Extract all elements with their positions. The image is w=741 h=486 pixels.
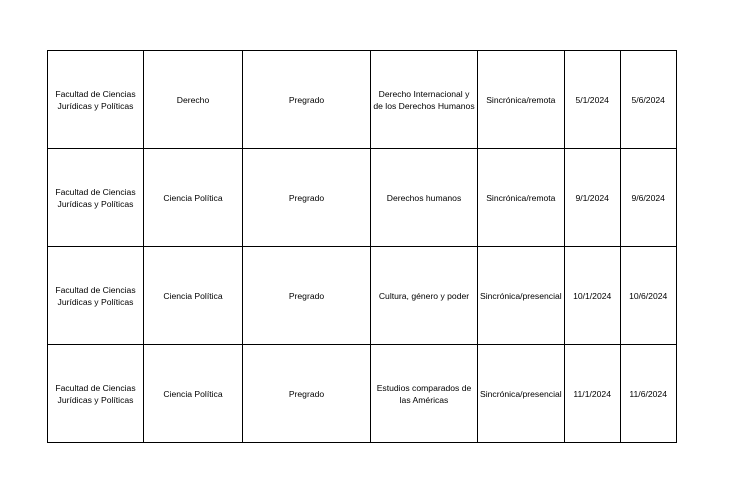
course-cell: Derecho Internacional y de los Derechos Humanos	[371, 51, 478, 149]
modality-cell: Sincrónica/presencial	[478, 247, 565, 345]
level-cell: Pregrado	[243, 51, 371, 149]
start-date-cell: 11/1/2024	[564, 345, 620, 443]
faculty-cell: Facultad de Ciencias Jurídicas y Políticas	[48, 345, 144, 443]
level-cell: Pregrado	[243, 149, 371, 247]
end-date-cell: 9/6/2024	[620, 149, 676, 247]
faculty-cell: Facultad de Ciencias Jurídicas y Políticas	[48, 149, 144, 247]
start-date-cell: 9/1/2024	[564, 149, 620, 247]
table-row	[48, 345, 677, 443]
table-row	[48, 149, 677, 247]
faculty-cell: Facultad de Ciencias Jurídicas y Políticas	[48, 51, 144, 149]
start-date-cell: 5/1/2024	[564, 51, 620, 149]
level-cell: Pregrado	[243, 247, 371, 345]
modality-cell: Sincrónica/presencial	[478, 345, 565, 443]
table-row	[48, 51, 677, 149]
end-date-cell: 10/6/2024	[620, 247, 676, 345]
end-date-cell: 11/6/2024	[620, 345, 676, 443]
course-cell: Derechos humanos	[371, 149, 478, 247]
table-row	[48, 247, 677, 345]
program-cell: Ciencia Política	[144, 149, 243, 247]
program-cell: Derecho	[144, 51, 243, 149]
end-date-cell: 5/6/2024	[620, 51, 676, 149]
start-date-cell: 10/1/2024	[564, 247, 620, 345]
program-cell: Ciencia Política	[144, 247, 243, 345]
modality-cell: Sincrónica/remota	[478, 149, 565, 247]
level-cell: Pregrado	[243, 345, 371, 443]
course-cell: Cultura, género y poder	[371, 247, 478, 345]
modality-cell: Sincrónica/remota	[478, 51, 565, 149]
course-cell: Estudios comparados de las Américas	[371, 345, 478, 443]
program-cell: Ciencia Política	[144, 345, 243, 443]
courses-table	[47, 50, 677, 443]
faculty-cell: Facultad de Ciencias Jurídicas y Políticas	[48, 247, 144, 345]
